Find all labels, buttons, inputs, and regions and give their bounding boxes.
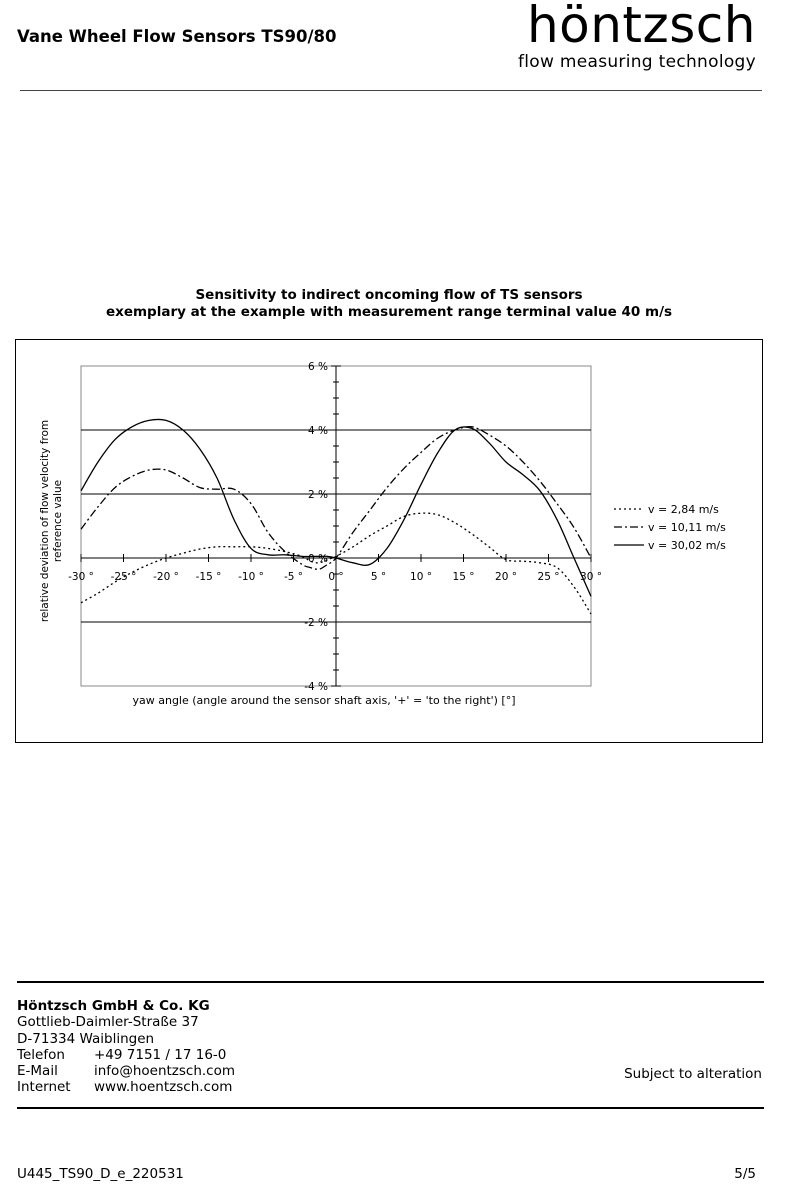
alteration-note: Subject to alteration — [624, 1066, 762, 1082]
footer-bottom-divider — [17, 1107, 764, 1109]
x-tick-label: 10 ° — [410, 571, 432, 583]
web-row — [17, 1079, 235, 1095]
document-id: U445_TS90_D_e_220531 — [17, 1166, 184, 1182]
company-name: Höntzsch GmbH & Co. KG — [17, 998, 210, 1014]
chart-frame — [15, 339, 763, 743]
y-tick-label: 0 % — [308, 553, 328, 565]
company-logo — [506, 0, 756, 72]
y-tick-label: 4 % — [308, 425, 328, 437]
x-tick-label: 5 ° — [370, 571, 387, 583]
header-divider — [20, 90, 762, 91]
page-number: 5/5 — [734, 1166, 756, 1182]
x-tick-label: -10 ° — [238, 571, 264, 583]
street-address: Gottlieb-Daimler-Straße 37 — [17, 1014, 199, 1031]
chart-title-line2: exemplary at the example with measurement range terminal value 40 m/s — [105, 304, 673, 320]
legend-label-2: v = 10,11 m/s — [648, 521, 726, 534]
phone-number: +49 7151 / 17 16-0 — [94, 1046, 227, 1063]
x-tick-label: 0 ° — [328, 571, 344, 583]
legend-label-3: v = 30,02 m/s — [648, 539, 726, 552]
x-tick-label: -20 ° — [153, 571, 179, 583]
x-tick-label: 30 ° — [580, 571, 602, 583]
web-link[interactable]: www.hoentzsch.com — [94, 1079, 233, 1096]
phone-label: Telefon — [17, 1046, 65, 1063]
x-axis-title: yaw angle (angle around the sensor shaft axis, '+' = 'to the right') [°] — [132, 694, 516, 707]
logo-wordmark: höntzsch — [526, 0, 756, 54]
x-tick-label: -5 ° — [283, 571, 304, 583]
footer-top-divider — [17, 981, 764, 983]
x-tick-label: -30 ° — [68, 571, 94, 583]
y-axis-title-line1: relative deviation of flow velocity from — [39, 419, 51, 623]
y-tick-label: 2 % — [308, 489, 328, 501]
x-tick-label: -25 ° — [110, 571, 137, 583]
y-tick-label: -2 % — [304, 617, 328, 629]
email-link[interactable]: info@hoentzsch.com — [94, 1063, 236, 1080]
city-address: D-71334 Waiblingen — [17, 1030, 155, 1047]
y-axis-title-line2: reference value — [52, 479, 64, 563]
y-tick-label: -4 % — [304, 681, 328, 693]
x-tick-label: 25 ° — [537, 571, 560, 583]
x-tick-label: 15 ° — [452, 571, 475, 583]
yaw-sensitivity-chart — [16, 340, 764, 744]
email-row — [17, 1063, 235, 1079]
web-label: Internet — [17, 1079, 71, 1096]
phone-row — [17, 1047, 235, 1063]
company-address — [17, 998, 235, 1096]
x-tick-label: 20 ° — [495, 571, 517, 583]
logo-tagline: flow measuring technology — [517, 52, 756, 72]
email-label: E-Mail — [17, 1063, 58, 1080]
chart-title-line1: Sensitivity to indirect oncoming flow of TS sensors — [195, 287, 583, 303]
document-title: Vane Wheel Flow Sensors TS90/80 — [17, 27, 337, 46]
legend-label-1: v = 2,84 m/s — [648, 503, 719, 516]
y-tick-label: 6 % — [308, 361, 328, 373]
x-tick-label: -15 ° — [195, 571, 222, 583]
